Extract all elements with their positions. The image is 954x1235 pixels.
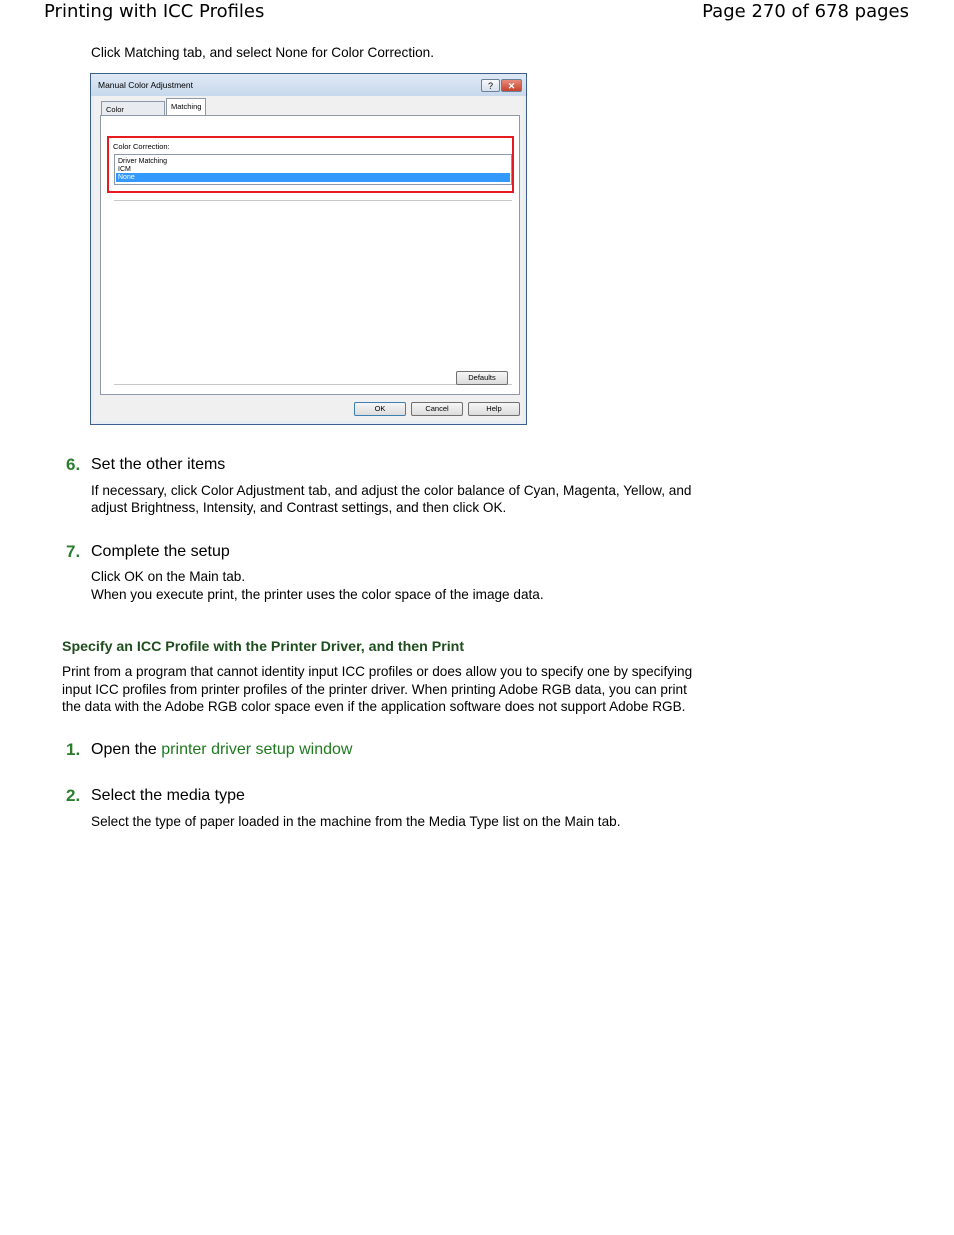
color-correction-list[interactable] [114, 154, 512, 185]
step-title-prefix: Open the [91, 741, 162, 758]
step-title [91, 741, 352, 759]
list-item-none-selected[interactable]: None [116, 173, 510, 182]
step-number: 7. [66, 542, 81, 561]
dialog-titlebar [91, 74, 526, 96]
tab-matching[interactable]: Matching [166, 98, 206, 116]
step-number: 1. [66, 740, 81, 759]
divider [114, 200, 512, 201]
section-text: Print from a program that cannot identity input ICC profiles or does allow you to specify one by specifying [62, 664, 693, 679]
section-text: the data with the Adobe RGB color space even if the application software does not support Adobe RGB. [62, 699, 686, 714]
step-text: When you execute print, the printer uses the color space of the image data. [91, 587, 544, 602]
step-text: adjust Brightness, Intensity, and Contrast settings, and then click OK. [91, 500, 507, 515]
page-header-title: Printing with ICC Profiles [44, 1, 265, 22]
dialog-body [94, 96, 523, 421]
step-number: 2. [66, 786, 81, 805]
step-title: Complete the setup [91, 543, 230, 560]
step-title: Select the media type [91, 787, 245, 804]
help-button[interactable]: Help [468, 402, 520, 416]
intro-text: Click Matching tab, and select None for Color Correction. [91, 45, 435, 60]
section-heading: Specify an ICC Profile with the Printer Driver, and then Print [62, 639, 465, 655]
step-text: If necessary, click Color Adjustment tab, and adjust the color balance of Cyan, Magenta, Yellow, and [91, 483, 692, 498]
tab-color-adjustment[interactable]: Color [101, 101, 165, 116]
ok-button[interactable]: OK [354, 402, 406, 416]
dialog-screenshot [90, 73, 527, 425]
step-text: Click OK on the Main tab. [91, 569, 246, 584]
list-item-driver-matching[interactable]: Driver Matching [118, 158, 168, 165]
step-text: Select the type of paper loaded in the machine from the Media Type list on the Main tab. [91, 814, 621, 829]
dialog-title: Manual Color Adjustment [98, 80, 193, 90]
defaults-button[interactable]: Defaults [456, 371, 508, 385]
section-text: input ICC profiles from printer profiles of the printer driver. When printing Adobe RGB data, you can print [62, 682, 687, 697]
list-item-icm[interactable]: ICM [118, 166, 131, 173]
help-icon[interactable]: ? [481, 79, 500, 92]
step-title: Set the other items [91, 456, 226, 473]
cancel-button[interactable]: Cancel [411, 402, 463, 416]
matching-panel [100, 115, 520, 395]
page-counter: Page 270 of 678 pages [702, 1, 909, 22]
divider [114, 384, 512, 385]
close-icon[interactable]: ✕ [501, 79, 522, 92]
printer-driver-setup-link[interactable]: printer driver setup window [161, 741, 353, 758]
step-number: 6. [66, 455, 81, 474]
color-correction-label: Color Correction: [113, 142, 170, 151]
